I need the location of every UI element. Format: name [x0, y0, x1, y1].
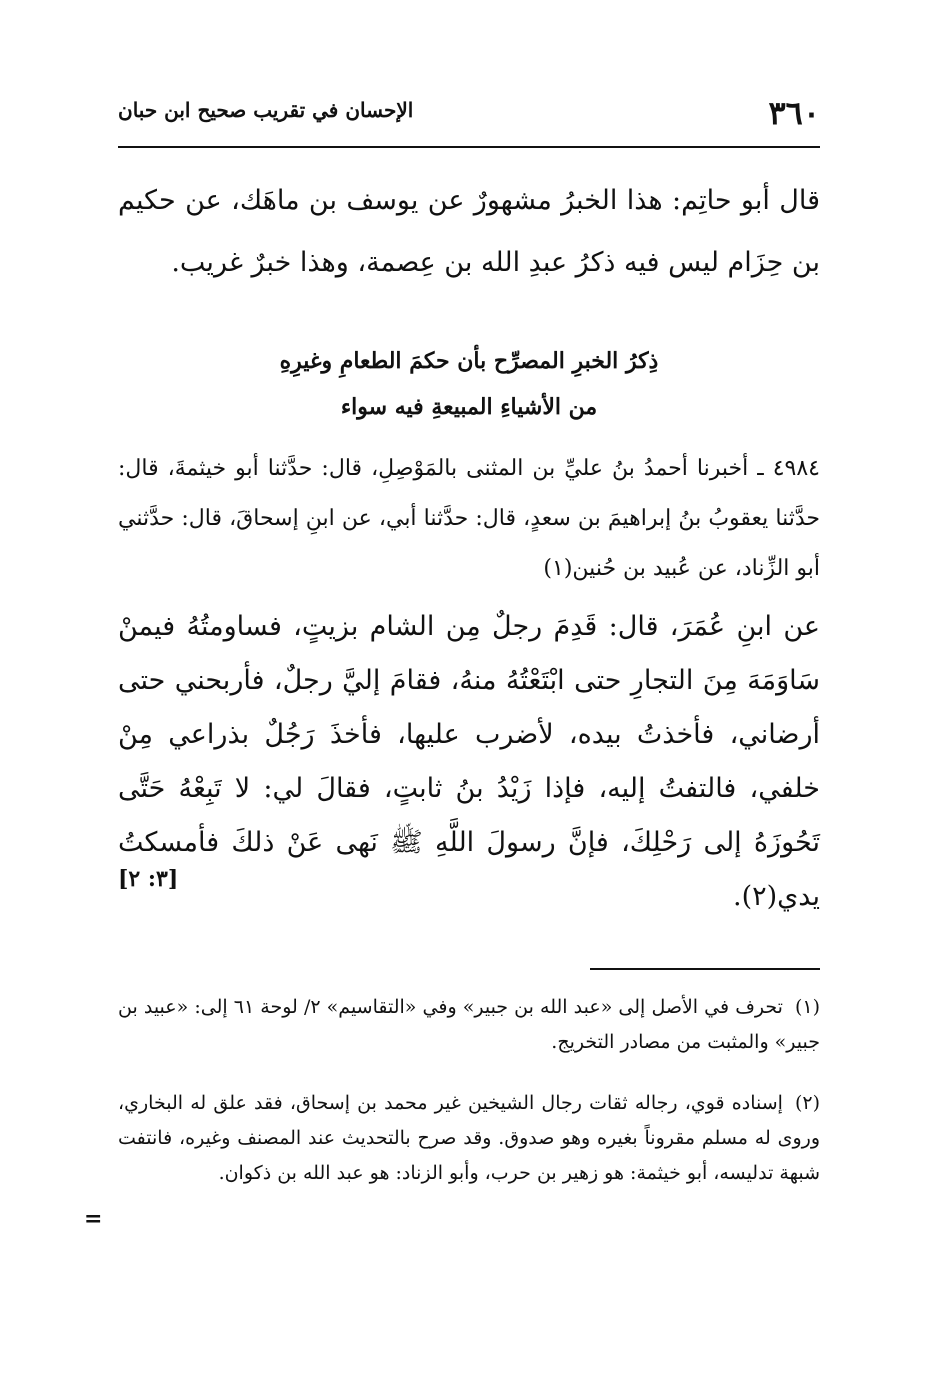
chapter-title-line-1: ذِكرُ الخبرِ المصرِّح بأن حكمَ الطعامِ وغيرِهِ [279, 348, 659, 374]
hadith-isnad: ٤٩٨٤ ـ أخبرنا أحمدُ بنُ عليِّ بن المثنى بالمَوْصِلِ، قال: حدَّثنا أبو خيثمةَ، قال: حدَّثنا يعقوبُ بنُ إبراهيمَ بن سعدٍ، قال: حدَّثنا أبي، عن ابنِ إسحاقَ، قال: حدَّثني أبو الزِّناد، عن عُبيد بن حُنين(١) [118, 456, 820, 581]
footnote-rule [590, 968, 820, 970]
page-header [118, 92, 820, 142]
author-comment: قال أبو حاتِم: هذا الخبرُ مشهورٌ عن يوسف بن ماهَك، عن حكيم بن حِزَام ليس فيه ذكرُ عبدِ الله بن عِصمة، وهذا خبرٌ غريب. [118, 185, 820, 278]
hadith-matn: عن ابنِ عُمَرَ، قال: قَدِمَ رجلٌ مِن الشام بزيتٍ، فساومتُهُ فيمنْ سَاوَمَهَ مِنَ التجارِ حتى ابْتَعْتُهُ منهُ، فقامَ إليَّ رجلٌ، فأربحني حتى أرضاني، فأخذتُ بيده، لأضرب عليها، فأخذَ رَجُلٌ بذراعي مِنْ خلفي، فالتفتُ إليه، فإذا زَيْدُ بنُ ثابتٍ، فقالَ لي: لا تَبِعْهُ حَتَّى تَحُوزَهُ إلى رَحْلِكَ، فإنَّ رسولَ اللَّهِ ﷺ نَهى عَنْ ذلكَ فأمسكتُ يدي(٢). [118, 611, 820, 912]
grading-reference: [٣: ٢] [118, 866, 179, 892]
footnote-1-text: تحرف في الأصل إلى «عبد الله بن جبير» وفي «التقاسيم» ٢/ لوحة ٦١ إلى: «عبيد بن جبير» والمثبت من مصادر التخريج. [118, 996, 820, 1053]
continues-mark: = [84, 1206, 103, 1232]
footnote-1 [118, 990, 820, 1060]
running-title: الإحسان في تقريب صحيح ابن حبان [118, 98, 414, 122]
footnote-2 [118, 1086, 820, 1191]
chapter-title-line-2: من الأشياءِ المبيعةِ فيه سواء [340, 394, 598, 420]
header-rule [118, 146, 820, 148]
chapter-title [118, 338, 820, 430]
footnote-2-marker: (٢) [794, 1092, 820, 1114]
footnote-1-marker: (١) [794, 996, 821, 1018]
page-number: ٣٦٠ [768, 94, 820, 132]
footnote-2-text: إسناده قوي، رجاله ثقات رجال الشيخين غير محمد بن إسحاق، فقد علق له البخاري، وروى له مسلم مقروناً بغيره وهو صدوق. وقد صرح بالتحديث عند المصنف وغيره، فانتفت شبهة تدليسه، أبو خيثمة: هو زهير بن حرب، وأبو الزناد: هو عبد الله بن ذكوان. [118, 1092, 820, 1184]
